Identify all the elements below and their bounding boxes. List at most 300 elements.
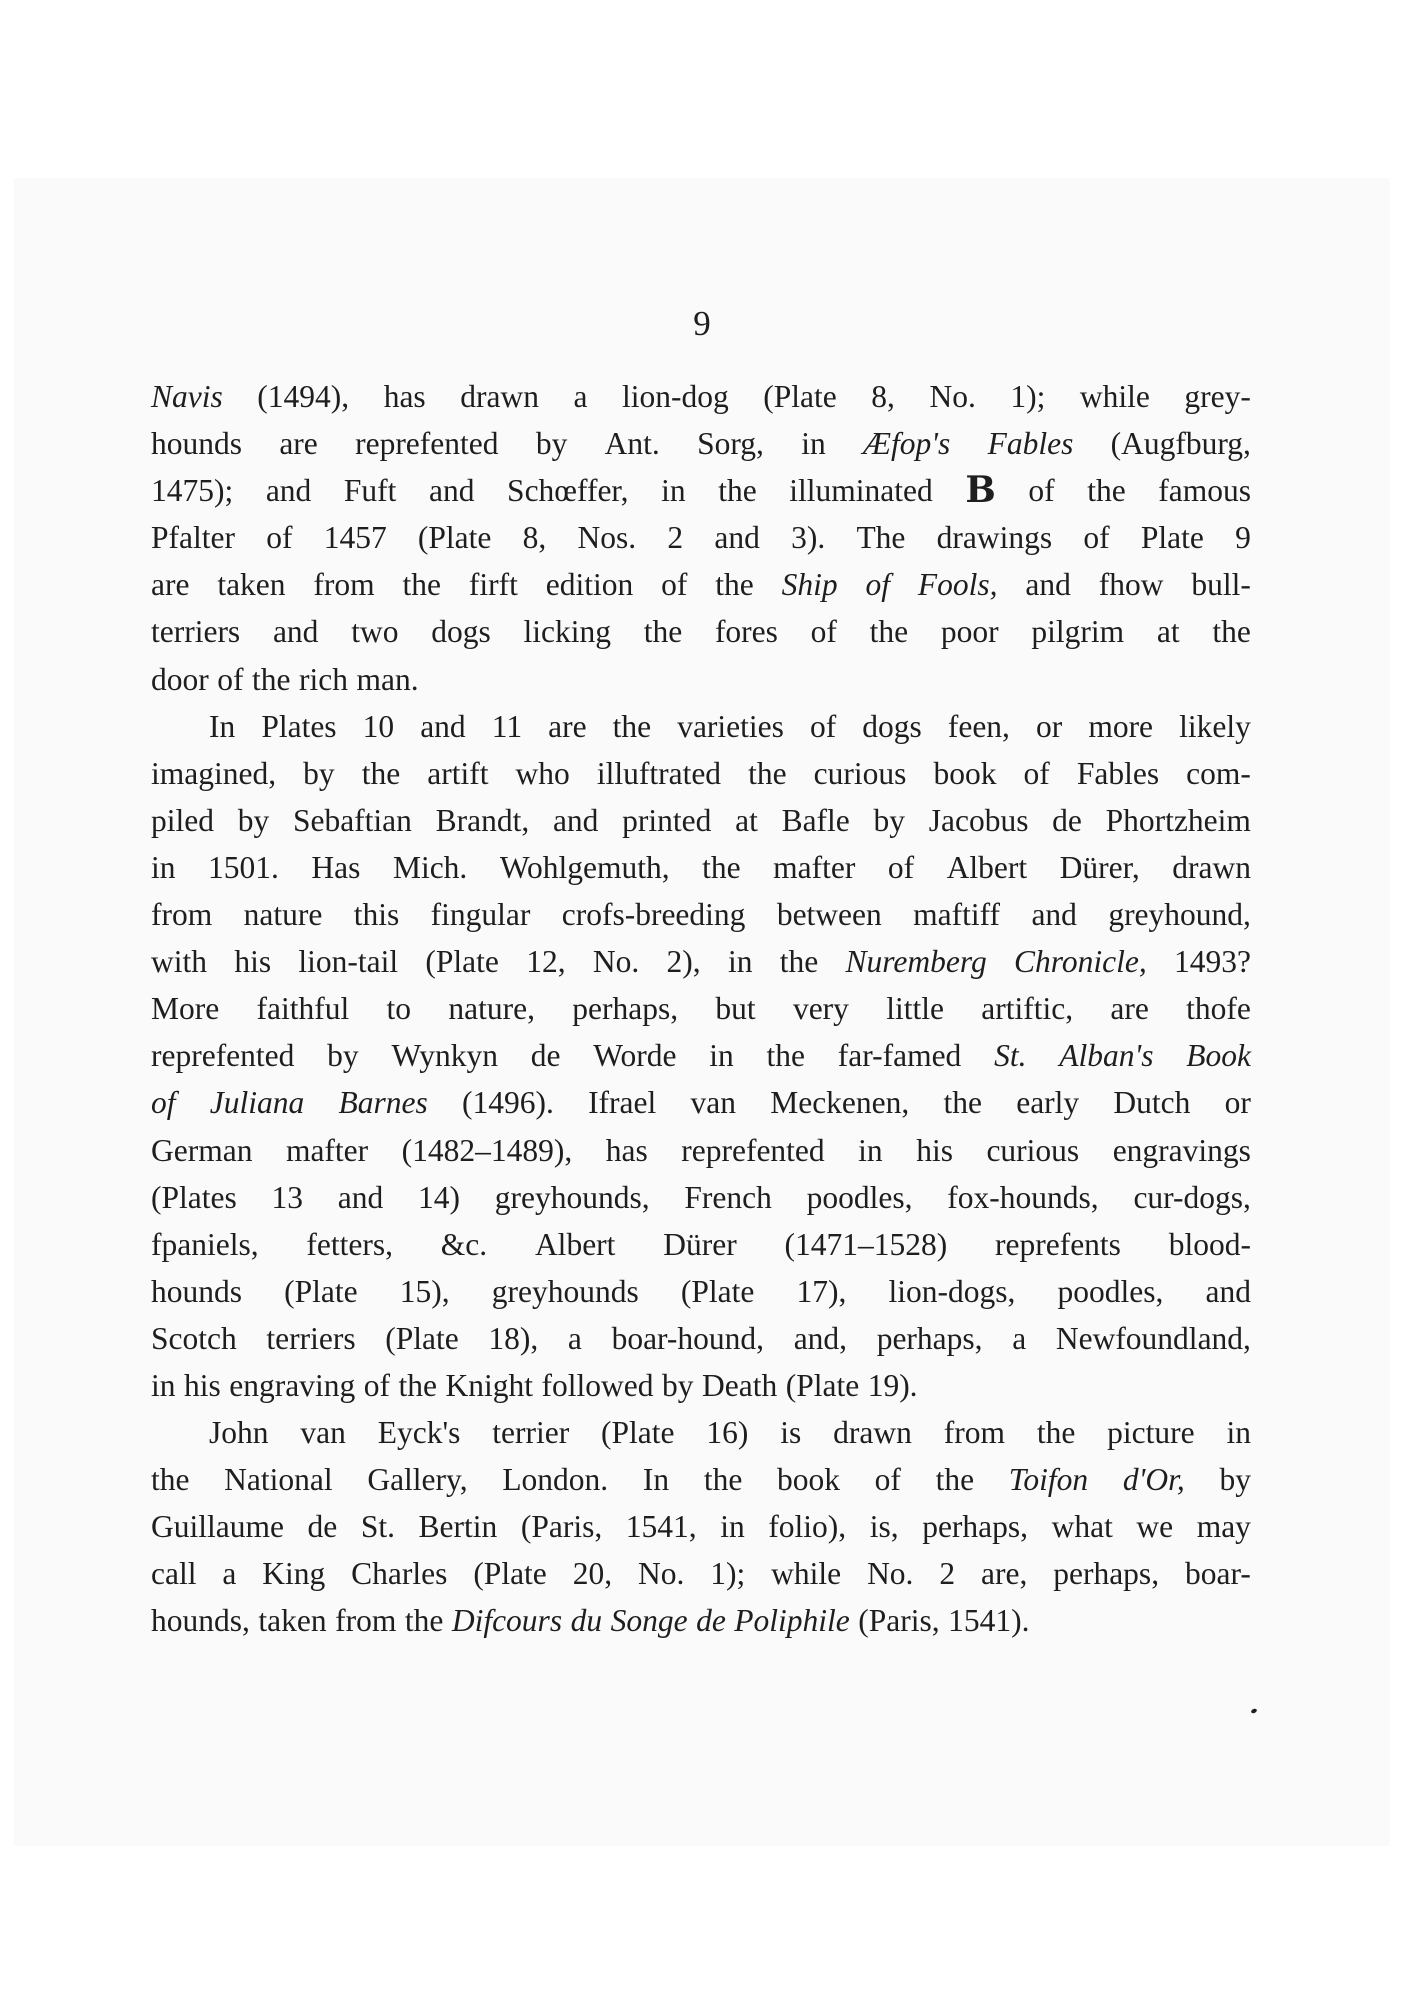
word: fhow xyxy=(1098,567,1164,603)
word: Jacobus xyxy=(928,802,1029,838)
word: van xyxy=(300,1415,346,1451)
illuminated-b-initial: B xyxy=(965,469,996,512)
word: du xyxy=(570,1603,603,1639)
word: of xyxy=(1028,473,1055,509)
word: 14) xyxy=(418,1179,461,1215)
word: reprefented xyxy=(355,426,499,462)
body-text xyxy=(151,373,1251,1645)
text-line xyxy=(151,1409,1251,1456)
word: terrier xyxy=(492,1415,570,1451)
word: 1); xyxy=(1010,379,1046,414)
word: reprefented xyxy=(151,1038,295,1074)
text-line xyxy=(151,985,1251,1032)
word: Chronicle, xyxy=(1014,944,1147,980)
word: early xyxy=(1016,1085,1080,1121)
word: Songe xyxy=(610,1603,688,1639)
word: by xyxy=(661,1367,694,1403)
word: John xyxy=(209,1415,269,1451)
word: (Plate xyxy=(601,1415,675,1451)
text-line xyxy=(151,844,1251,891)
word: 11 xyxy=(491,708,523,744)
text-line xyxy=(151,656,1251,703)
word: faithful xyxy=(256,991,350,1027)
word: 19). xyxy=(867,1367,918,1403)
text-line xyxy=(151,514,1251,561)
word: are xyxy=(151,567,190,603)
word: mafter xyxy=(773,849,856,885)
word: of xyxy=(1023,755,1050,791)
word: terriers xyxy=(151,614,241,650)
word: his xyxy=(234,944,272,980)
word: curious xyxy=(813,755,907,791)
word: Sebaftian xyxy=(292,802,412,838)
word: van xyxy=(690,1085,736,1121)
word: Bafle xyxy=(781,802,850,838)
word: famous xyxy=(1158,473,1251,509)
word: the xyxy=(702,849,741,885)
word: 1); xyxy=(710,1556,746,1592)
word: 2 xyxy=(939,1556,956,1592)
word: de xyxy=(307,1509,338,1545)
text-line xyxy=(151,891,1251,938)
word: or xyxy=(1224,1085,1251,1121)
word: man. xyxy=(356,661,419,697)
text-line xyxy=(151,1550,1251,1597)
word: the xyxy=(252,661,291,697)
word: Ant. xyxy=(604,426,660,462)
word: illuftrated xyxy=(596,755,722,791)
word: 9 xyxy=(1235,520,1251,556)
word: greyhounds, xyxy=(494,1179,650,1215)
word: French xyxy=(684,1179,772,1215)
word: varieties xyxy=(677,708,784,744)
word: taken xyxy=(258,1603,327,1639)
text-line xyxy=(151,938,1251,985)
word: lion-dog xyxy=(622,379,729,414)
word: far-famed xyxy=(837,1038,962,1074)
word: book xyxy=(933,755,997,791)
word: little xyxy=(886,991,944,1027)
word: com- xyxy=(1186,755,1251,791)
word: Charles xyxy=(351,1556,448,1592)
word: the xyxy=(943,1085,982,1121)
word: a xyxy=(222,1556,237,1592)
word: Death xyxy=(701,1367,778,1403)
word: boar-hound, xyxy=(611,1320,765,1356)
word: a xyxy=(567,1320,582,1356)
word: likely xyxy=(1179,708,1251,744)
word: the xyxy=(151,1462,190,1498)
word: Poliphile xyxy=(734,1603,850,1639)
word: of xyxy=(874,1462,901,1498)
word: and xyxy=(1025,567,1071,603)
text-line xyxy=(151,561,1251,608)
word: 2 xyxy=(667,520,684,556)
word: (Plate xyxy=(417,520,492,556)
word: (1496). xyxy=(461,1085,554,1121)
word: Eyck's xyxy=(377,1415,461,1451)
word: the xyxy=(779,944,819,980)
word: Mich. xyxy=(392,849,468,885)
word: fingular xyxy=(430,897,531,933)
word: to xyxy=(386,991,412,1027)
word: boar- xyxy=(1184,1556,1251,1592)
page-number: 9 xyxy=(693,304,711,343)
word: d'Or, xyxy=(1122,1462,1185,1498)
word: feen, xyxy=(947,708,1010,744)
word: Worde xyxy=(593,1038,677,1074)
word: two xyxy=(351,614,399,650)
word: Scotch xyxy=(151,1320,237,1356)
word: No. xyxy=(929,379,976,414)
word: are xyxy=(548,708,587,744)
word: Dürer xyxy=(663,1226,737,1262)
word: has xyxy=(605,1132,648,1168)
word: and xyxy=(552,802,599,838)
word: with xyxy=(151,944,208,980)
word: of xyxy=(865,567,891,603)
word: Ship xyxy=(781,567,838,603)
word: between xyxy=(776,897,882,933)
word: Has xyxy=(311,849,361,885)
word: in xyxy=(151,1367,176,1403)
word: Albert xyxy=(946,849,1028,885)
word: the xyxy=(1087,473,1126,509)
word: engraving xyxy=(229,1367,356,1403)
word: the xyxy=(718,473,757,509)
word: cur-dogs, xyxy=(1133,1179,1251,1215)
text-line xyxy=(151,420,1251,467)
word: maftiff xyxy=(913,897,1001,933)
word: the xyxy=(715,567,754,603)
word: imagined, xyxy=(151,755,277,791)
word: drawn xyxy=(1172,849,1251,885)
word: illuminated xyxy=(789,473,933,509)
word: drawings xyxy=(936,520,1053,556)
word: mafter xyxy=(285,1132,369,1168)
word: (Augfburg, xyxy=(1110,426,1251,462)
word: perhaps, xyxy=(1053,1556,1160,1592)
word: Toifon xyxy=(1008,1462,1089,1498)
word: printed xyxy=(622,802,712,838)
word: the xyxy=(748,755,787,791)
text-line xyxy=(151,703,1251,750)
word: are xyxy=(1110,991,1149,1027)
word: taken xyxy=(217,567,286,603)
word: The xyxy=(856,520,906,556)
word: 1541, xyxy=(625,1509,697,1545)
word: crofs-breeding xyxy=(561,897,746,933)
text-line xyxy=(151,1268,1251,1315)
word: No. xyxy=(592,944,640,980)
word: perhaps, xyxy=(572,991,679,1027)
word: 10 xyxy=(362,708,395,744)
word: (1471–1528) xyxy=(784,1226,948,1262)
word: a xyxy=(1012,1320,1027,1356)
word: fpaniels, xyxy=(151,1226,259,1262)
word: hounds xyxy=(151,426,243,462)
word: de xyxy=(1052,802,1082,838)
word: St. xyxy=(360,1509,395,1545)
text-line xyxy=(151,1174,1251,1221)
word: and xyxy=(714,520,760,556)
word: of xyxy=(363,1367,390,1403)
word: (Plate xyxy=(385,1320,459,1356)
word: Gallery, xyxy=(367,1462,468,1498)
word: edition xyxy=(545,567,634,603)
word: what xyxy=(1051,1509,1113,1545)
word: the xyxy=(361,755,401,791)
word: (Plate xyxy=(680,1273,755,1309)
word: 1541). xyxy=(948,1603,1030,1639)
text-line xyxy=(151,1315,1251,1362)
word: (Plate xyxy=(763,379,837,414)
text-line xyxy=(151,1597,1251,1644)
word: artift xyxy=(427,755,489,791)
word: are, xyxy=(981,1556,1028,1592)
word: the xyxy=(703,1462,743,1498)
word: (Plate xyxy=(473,1556,547,1592)
word: Knight xyxy=(445,1367,533,1403)
word: terriers xyxy=(266,1320,356,1356)
word: Book xyxy=(1186,1038,1251,1074)
word: and xyxy=(1205,1273,1251,1309)
word: Wynkyn xyxy=(391,1038,499,1074)
text-line xyxy=(151,1362,1251,1409)
word: picture xyxy=(1107,1415,1195,1451)
word: Barnes xyxy=(338,1085,428,1121)
word: in xyxy=(1226,1415,1251,1451)
word: Plate xyxy=(1140,520,1204,556)
word: 1493? xyxy=(1174,944,1251,980)
word: by xyxy=(535,426,568,462)
word: Brandt, xyxy=(435,802,530,838)
word: of xyxy=(217,661,244,697)
word: drawn xyxy=(460,379,539,414)
word: German xyxy=(151,1132,253,1168)
word: by xyxy=(1219,1462,1251,1498)
word: Juliana xyxy=(209,1085,305,1121)
word: de xyxy=(696,1603,726,1639)
word: greyhound, xyxy=(1108,897,1251,933)
word: Fools, xyxy=(917,567,998,603)
word: in xyxy=(727,944,753,980)
word: Guillaume xyxy=(151,1509,284,1545)
word: but xyxy=(715,991,756,1027)
word: in xyxy=(801,426,826,462)
word: 16) xyxy=(706,1415,749,1451)
word: St. xyxy=(994,1038,1027,1074)
word: Dürer, xyxy=(1059,849,1140,885)
word: the xyxy=(398,1367,437,1403)
word: lion-tail xyxy=(298,944,399,980)
word: nature, xyxy=(448,991,535,1027)
word: and xyxy=(337,1179,384,1215)
word: in xyxy=(151,849,176,885)
word: and, xyxy=(793,1320,848,1356)
word: the xyxy=(869,614,909,650)
word: greyhounds xyxy=(491,1273,639,1309)
text-line xyxy=(151,608,1251,655)
word: at xyxy=(735,802,758,838)
word: Albert xyxy=(534,1226,616,1262)
word: Plates xyxy=(261,708,337,744)
text-line xyxy=(151,373,1251,420)
word: his xyxy=(184,1367,221,1403)
word: is xyxy=(780,1415,802,1451)
word: in xyxy=(858,1132,883,1168)
word: (Paris, xyxy=(858,1603,940,1639)
word: of xyxy=(809,708,837,744)
word: In xyxy=(209,708,236,744)
word: 8, xyxy=(522,520,547,556)
word: rich xyxy=(298,661,348,697)
word: while xyxy=(1079,379,1150,414)
word: Dutch xyxy=(1113,1085,1191,1121)
word: we xyxy=(1136,1509,1174,1545)
word: nature xyxy=(243,897,323,933)
word: Bertin xyxy=(418,1509,498,1545)
word: more xyxy=(1088,708,1154,744)
word: by xyxy=(303,755,335,791)
text-line xyxy=(151,1127,1251,1174)
word: who xyxy=(515,755,570,791)
word: 1457 xyxy=(323,520,387,556)
word: and xyxy=(265,473,312,509)
word: fetters, xyxy=(306,1226,393,1262)
word: Newfoundland, xyxy=(1055,1320,1251,1356)
word: thofe xyxy=(1186,991,1251,1027)
word: the xyxy=(612,708,652,744)
word: 20, xyxy=(572,1556,613,1592)
word: Difcours xyxy=(451,1603,563,1639)
word: 12, xyxy=(526,944,566,980)
word: pilgrim xyxy=(1031,614,1125,650)
word: Ifrael xyxy=(588,1085,657,1121)
word: by xyxy=(327,1038,359,1074)
word: Phortzheim xyxy=(1105,802,1251,838)
word: (1494), xyxy=(257,379,350,414)
word: Æfop's xyxy=(863,426,951,462)
word: perhaps, xyxy=(876,1320,983,1356)
word: the xyxy=(1212,614,1251,650)
word: and xyxy=(428,473,475,509)
word: Meckenen, xyxy=(770,1085,910,1121)
word: may xyxy=(1196,1509,1251,1545)
word: poor xyxy=(940,614,999,650)
word: Fuft xyxy=(343,473,397,509)
word: from xyxy=(943,1415,1005,1451)
word: (Plate xyxy=(425,944,499,980)
word: is, xyxy=(869,1509,899,1545)
word: reprefents xyxy=(995,1226,1121,1262)
word: of xyxy=(661,567,688,603)
word: de xyxy=(530,1038,561,1074)
word: engravings xyxy=(1112,1132,1251,1168)
word: (Plates xyxy=(151,1179,237,1215)
word: Sorg, xyxy=(697,426,764,462)
word: the xyxy=(935,1462,975,1498)
word: artiftic, xyxy=(981,991,1074,1027)
text-line xyxy=(151,797,1251,844)
word: of xyxy=(1083,520,1110,556)
word: More xyxy=(151,991,220,1027)
word: folio), xyxy=(768,1509,847,1545)
word: of xyxy=(810,614,837,650)
word: 2), xyxy=(666,944,701,980)
word: from xyxy=(335,1603,397,1639)
word: Nos. xyxy=(577,520,637,556)
word: book xyxy=(776,1462,840,1498)
text-line xyxy=(151,1456,1251,1503)
word: (Plate xyxy=(284,1273,358,1309)
word: fox-hounds, xyxy=(947,1179,1099,1215)
word: and xyxy=(272,614,319,650)
word: this xyxy=(353,897,400,933)
word: at xyxy=(1156,614,1180,650)
word: dogs xyxy=(431,614,491,650)
word: 18), xyxy=(488,1320,539,1356)
word: London. xyxy=(502,1462,609,1498)
word: Schœffer, xyxy=(507,473,629,509)
word: followed xyxy=(541,1367,654,1403)
word: curious xyxy=(986,1132,1080,1168)
word: a xyxy=(573,379,588,414)
word: Nuremberg xyxy=(845,944,987,980)
word: hounds, xyxy=(151,1603,250,1639)
word: lion-dogs, xyxy=(888,1273,1016,1309)
text-line xyxy=(151,1503,1251,1550)
word: the xyxy=(1036,1415,1076,1451)
word: Alban's xyxy=(1059,1038,1154,1074)
word: the xyxy=(404,1603,444,1639)
word: licking xyxy=(523,614,611,650)
word: (Plate xyxy=(785,1367,860,1403)
text-line xyxy=(151,1221,1251,1268)
word: No. xyxy=(867,1556,914,1592)
word: 1501. xyxy=(208,849,279,885)
word: by xyxy=(873,802,905,838)
word: Fables xyxy=(987,426,1074,462)
text-line xyxy=(151,1032,1251,1079)
word: very xyxy=(792,991,849,1027)
word: grey- xyxy=(1184,379,1251,414)
word: King xyxy=(262,1556,326,1592)
word: the xyxy=(766,1038,806,1074)
word: of xyxy=(266,520,293,556)
word: of xyxy=(887,849,915,885)
word: 3). xyxy=(791,520,826,556)
word: In xyxy=(642,1462,670,1498)
word: are xyxy=(279,426,318,462)
word: 13 xyxy=(271,1179,303,1215)
word: hounds xyxy=(151,1273,243,1309)
word: the xyxy=(643,614,683,650)
word: blood- xyxy=(1168,1226,1251,1262)
word: has xyxy=(383,379,426,414)
word: perhaps, xyxy=(922,1509,1029,1545)
word: firft xyxy=(468,567,518,603)
word: 1475); xyxy=(151,473,234,509)
word: in xyxy=(720,1509,745,1545)
word: while xyxy=(771,1556,842,1592)
word: Navis xyxy=(151,379,223,414)
word: from xyxy=(313,567,375,603)
word: or xyxy=(1036,708,1063,744)
word: poodles, xyxy=(1057,1273,1164,1309)
word: drawn xyxy=(833,1415,912,1451)
word: dogs xyxy=(862,708,922,744)
